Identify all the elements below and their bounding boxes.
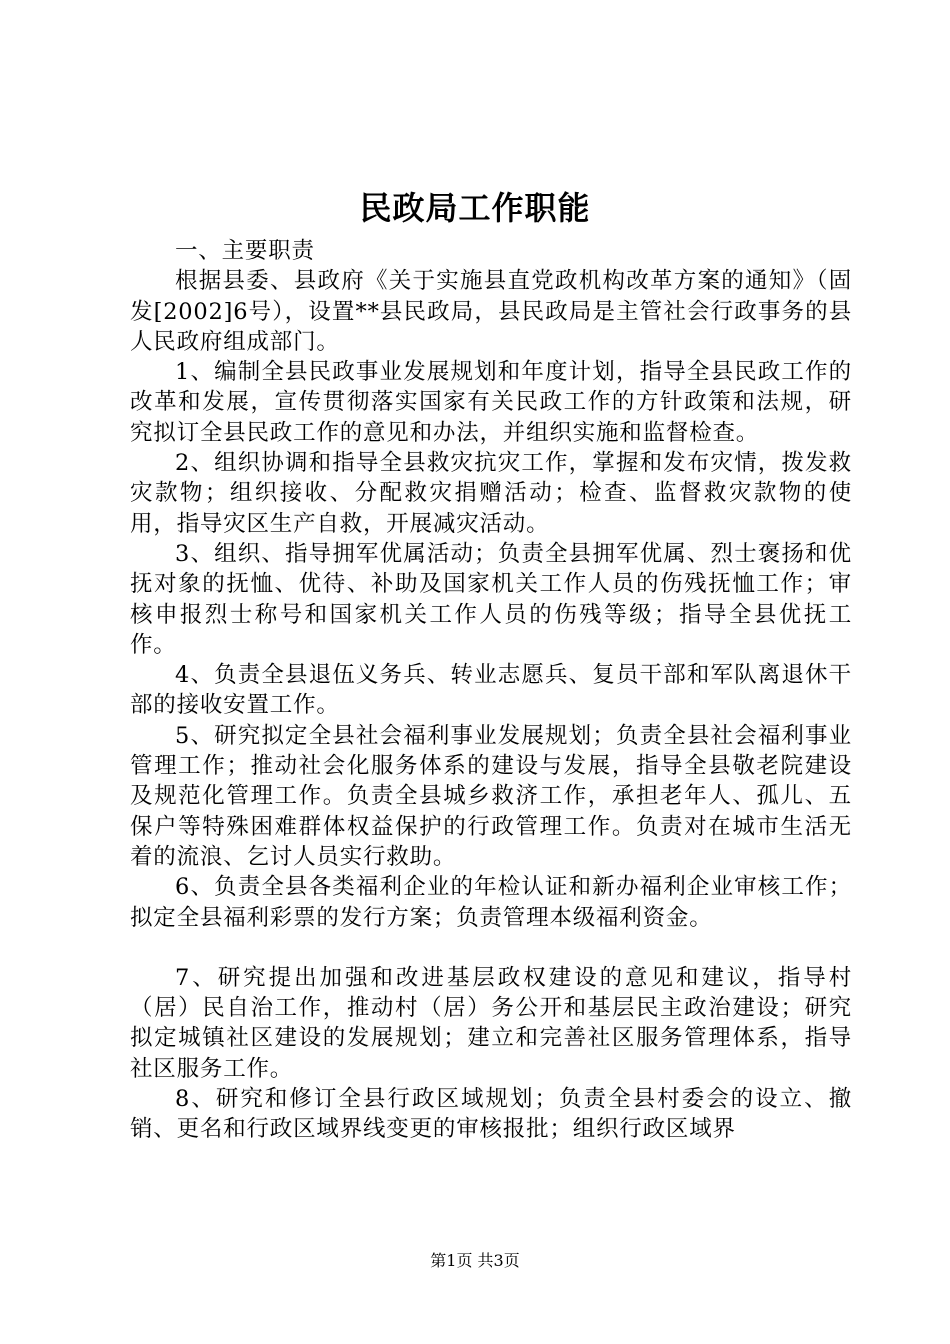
page-footer: 第1页 共3页 [430,1251,520,1270]
document-body [130,236,852,1145]
section-heading: 一、主要职责 [175,238,315,264]
duty-paragraph-8: 8、研究和修订全县行政区域规划；负责全县村委会的设立、撤销、更名和行政区域界线变更的审核报批；组织行政区域界 [130,1086,852,1143]
duty-paragraph-2: 2、组织协调和指导全县救灾抗灾工作，掌握和发布灾情，拨发救灾款物；组织接收、分配救灾捐赠活动；检查、监督救灾款物的使用，指导灾区生产自救，开展减灾活动。 [130,450,852,537]
duty-paragraph-4: 4、负责全县退伍义务兵、转业志愿兵、复员干部和军队离退休干部的接收安置工作。 [130,662,852,719]
intro-paragraph: 根据县委、县政府《关于实施县直党政机构改革方案的通知》（固发[2002]6号），设置**县民政局，县民政局是主管社会行政事务的县人民政府组成部门。 [130,268,852,355]
duty-paragraph-6: 6、负责全县各类福利企业的年检认证和新办福利企业审核工作；拟定全县福利彩票的发行方案；负责管理本级福利资金。 [130,874,852,931]
page-title: 民政局工作职能 [359,189,591,227]
duty-paragraph-3: 3、组织、指导拥军优属活动；负责全县拥军优属、烈士褒扬和优抚对象的抚恤、优待、补助及国家机关工作人员的伤残抚恤工作；审核申报烈士称号和国家机关工作人员的伤残等级；指导全县优抚工作。 [130,540,852,658]
duty-paragraph-5: 5、研究拟定全县社会福利事业发展规划；负责全县社会福利事业管理工作；推动社会化服务体系的建设与发展，指导全县敬老院建设及规范化管理工作。负责全县城乡救济工作，承担老年人、孤儿、五保户等特殊困难群体权益保护的行政管理工作。负责对在城市生活无着的流浪、乞讨人员实行救助。 [130,722,852,870]
duty-paragraph-1: 1、编制全县民政事业发展规划和年度计划，指导全县民政工作的改革和发展，宣传贯彻落实国家有关民政工作的方针政策和法规，研究拟订全县民政工作的意见和办法，并组织实施和监督检查。 [130,359,852,446]
duty-paragraph-7: 7、研究提出加强和改进基层政权建设的意见和建议，指导村（居）民自治工作，推动村（居）务公开和基层民主政治建设；研究拟定城镇社区建设的发展规划；建立和完善社区服务管理体系，指导社区服务工作。 [130,964,852,1082]
